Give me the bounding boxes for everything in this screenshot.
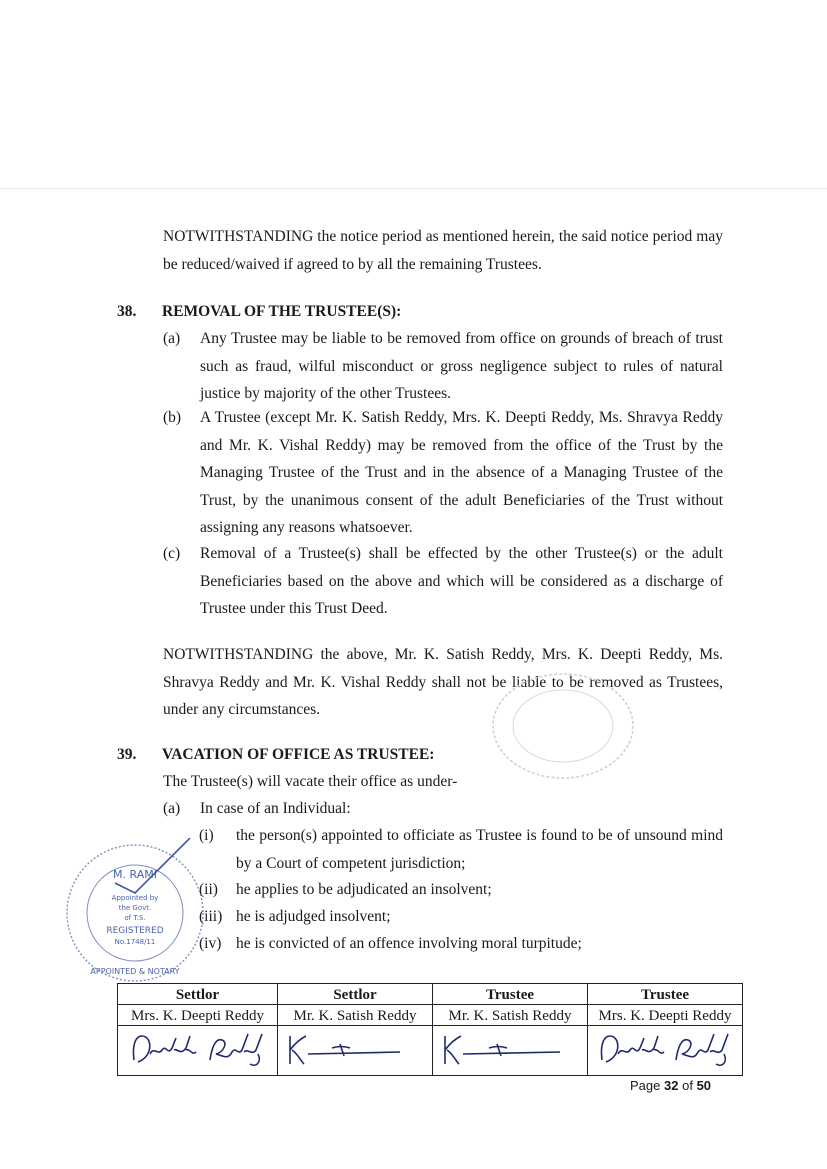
signature-deepti-reddy — [120, 1026, 275, 1070]
svg-text:APPOINTED & NOTARY: APPOINTED & NOTARY — [90, 967, 180, 976]
item-text: the person(s) appointed to officiate as Trustee is found to be of unsound mind by a Court of competent jurisdiction; — [236, 827, 723, 872]
list-item-39a — [163, 795, 723, 823]
signature-cell — [433, 1026, 588, 1076]
name-cell: Mr. K. Satish Reddy — [278, 1005, 433, 1026]
section-39-intro: The Trustee(s) will vacate their office as under- — [163, 773, 458, 790]
name-row — [118, 1005, 743, 1026]
item-text: he is adjudged insolvent; — [236, 908, 391, 925]
item-label: (c) — [163, 545, 181, 562]
svg-text:of T.S.: of T.S. — [124, 914, 146, 922]
page-fold-line — [0, 188, 827, 189]
signature-cell — [118, 1026, 278, 1076]
role-cell: Settlor — [278, 984, 433, 1005]
list-item-38a — [163, 325, 723, 409]
item-label: (i) — [199, 827, 214, 844]
item-text: Any Trustee may be liable to be removed from office on grounds of breach of trust such as fraud, wilful misconduct or gross negligence subject to rules of natural justice by majority of the other Trustees. — [200, 330, 723, 402]
sub-item-iv — [199, 930, 723, 958]
signature-deepti-reddy — [590, 1026, 740, 1070]
sub-item-i — [199, 822, 723, 878]
item-label: (ii) — [199, 881, 218, 898]
item-text: In case of an Individual: — [200, 800, 351, 817]
svg-text:No.1748/11: No.1748/11 — [114, 938, 156, 946]
role-cell: Trustee — [588, 984, 743, 1005]
svg-text:the Govt.: the Govt. — [118, 904, 152, 912]
signature-cell — [588, 1026, 743, 1076]
sub-item-iii — [199, 903, 723, 931]
section-number: 39. — [117, 746, 137, 763]
faint-seal-stamp — [485, 668, 640, 788]
svg-text:REGISTERED: REGISTERED — [106, 926, 164, 936]
role-cell: Settlor — [118, 984, 278, 1005]
item-label: (iv) — [199, 935, 222, 952]
item-text: Removal of a Trustee(s) shall be effected by the other Trustee(s) or the adult Beneficiaries based on the above and which will be considered as a discharge of Trustee under this Trust Deed. — [200, 545, 723, 617]
role-row — [118, 984, 743, 1005]
name-cell: Mr. K. Satish Reddy — [433, 1005, 588, 1026]
notary-stamp — [60, 838, 210, 988]
svg-text:Appointed by: Appointed by — [111, 894, 159, 902]
section-38-heading — [117, 298, 401, 326]
signature-row — [118, 1026, 743, 1076]
signature-satish-reddy — [435, 1026, 585, 1070]
name-cell: Mrs. K. Deepti Reddy — [118, 1005, 278, 1026]
notwithstanding-paragraph-1: NOTWITHSTANDING the notice period as mentioned herein, the said notice period may be reduced/waived if agreed to by all the remaining Trustees. — [163, 228, 723, 273]
role-cell: Trustee — [433, 984, 588, 1005]
section-title: REMOVAL OF THE TRUSTEE(S): — [162, 303, 402, 320]
name-cell: Mrs. K. Deepti Reddy — [588, 1005, 743, 1026]
item-label: (iii) — [199, 908, 223, 925]
section-number: 38. — [117, 303, 137, 320]
section-39-heading — [117, 741, 434, 769]
stamp-name: M. RAMI — [113, 868, 157, 881]
item-label: (b) — [163, 409, 182, 426]
sub-item-ii — [199, 876, 723, 904]
item-label: (a) — [163, 330, 181, 347]
item-text: A Trustee (except Mr. K. Satish Reddy, Mrs. K. Deepti Reddy, Ms. Shravya Reddy and Mr. K. Vishal Reddy) may be removed from the office of the Trust by the Managing Trustee of the Trust and in the absence of a Managing Trustee of the Trust, by the unanimous consent of the adult Beneficiaries of the Trust without assigning any reasons whatsoever. — [200, 409, 723, 536]
notwithstanding-paragraph-2: NOTWITHSTANDING the above, Mr. K. Satish Reddy, Mrs. K. Deepti Reddy, Ms. Shravya Reddy and Mr. K. Vishal Reddy shall not be liable to be removed as Trustees, under any circumstances. — [163, 646, 723, 718]
item-text: he applies to be adjudicated an insolvent; — [236, 881, 492, 898]
signature-table — [117, 983, 743, 1076]
item-text: he is convicted of an offence involving moral turpitude; — [236, 935, 582, 952]
list-item-38c — [163, 540, 723, 624]
page-number: Page 32 of 50 — [630, 1078, 712, 1093]
list-item-38b — [163, 404, 723, 544]
signature-satish-reddy — [280, 1026, 430, 1070]
signature-cell — [278, 1026, 433, 1076]
item-label: (a) — [163, 800, 181, 817]
section-title: VACATION OF OFFICE AS TRUSTEE: — [162, 746, 435, 763]
